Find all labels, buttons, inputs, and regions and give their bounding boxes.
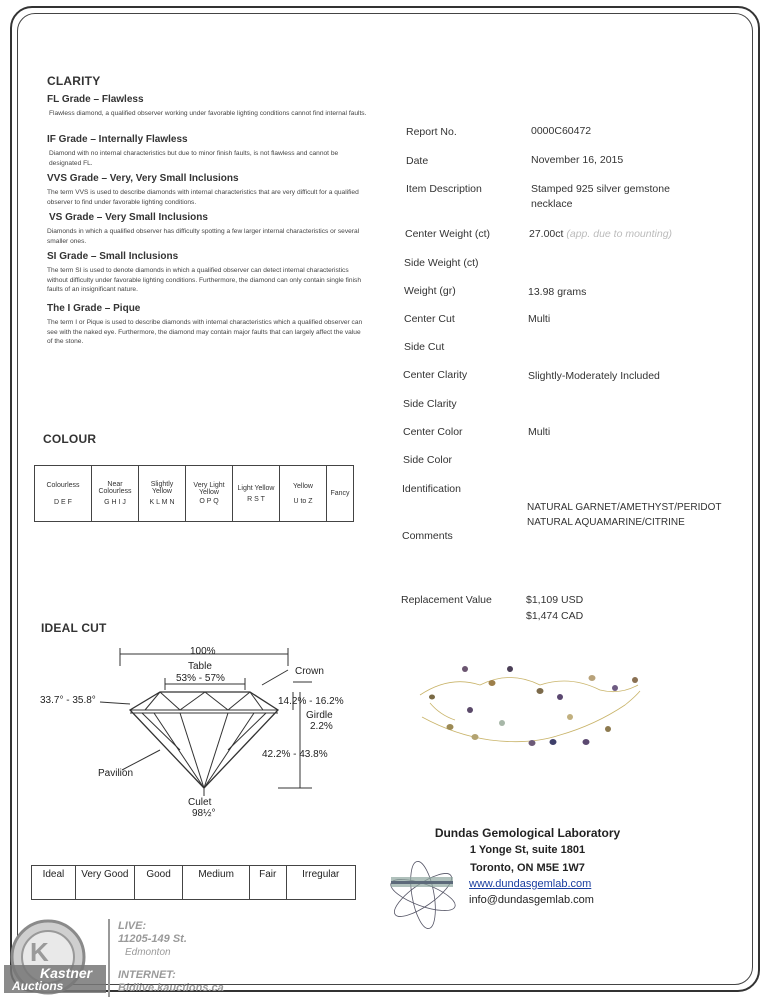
weight-value: 13.98 grams bbox=[528, 286, 587, 298]
clarity-grade-title: The I Grade – Pique bbox=[47, 303, 141, 314]
side-color-label: Side Color bbox=[403, 454, 453, 466]
internet-label: INTERNET: bbox=[118, 969, 176, 981]
center-weight-number: 27.00ct bbox=[529, 228, 564, 240]
clarity-grade-title: SI Grade – Small Inclusions bbox=[47, 251, 179, 262]
diagram-crown-angle: 33.7° - 35.8° bbox=[40, 695, 96, 706]
lab-logo-icon bbox=[383, 855, 463, 935]
colour-col-name: Fancy bbox=[330, 490, 350, 497]
colour-col-name: Near Colourless bbox=[98, 481, 132, 495]
side-clarity-label: Side Clarity bbox=[403, 398, 457, 410]
kastner-divider bbox=[108, 919, 110, 997]
lab-website-link[interactable]: www.dundasgemlab.com bbox=[469, 878, 592, 890]
date-value: November 16, 2015 bbox=[531, 154, 624, 166]
lab-name: Dundas Gemological Laboratory bbox=[434, 826, 621, 840]
colour-col-letters: D E F bbox=[54, 498, 72, 506]
cut-grade-cell: Very Good bbox=[75, 866, 134, 900]
colour-col-name: Yellow bbox=[293, 482, 313, 490]
center-clarity-value: Slightly-Moderately Included bbox=[528, 370, 660, 382]
identification-label: Identification bbox=[402, 483, 461, 495]
clarity-grade-title: VVS Grade – Very, Very Small Inclusions bbox=[47, 173, 239, 184]
side-weight-label: Side Weight (ct) bbox=[404, 257, 479, 269]
date-label: Date bbox=[406, 155, 429, 167]
colour-col-letters: G H I J bbox=[104, 499, 126, 506]
diagram-crown-height: 14.2% - 16.2% bbox=[278, 696, 344, 707]
clarity-grade-desc: Diamond with no internal characteristics but due to minor finish faults, is not flawless and cannot be designated FL. bbox=[49, 150, 339, 167]
colour-scale-table bbox=[34, 465, 354, 522]
necklace-gems bbox=[429, 666, 638, 746]
diagram-crown-label: Crown bbox=[295, 666, 324, 677]
report-no-value: 0000C60472 bbox=[531, 125, 592, 137]
item-description-value: Stamped 925 silver gemstone necklace bbox=[531, 183, 670, 210]
diagram-girdle-label: Girdle bbox=[306, 710, 333, 721]
weight-label: Weight (gr) bbox=[404, 285, 456, 297]
colour-col-name: Very Light Yellow bbox=[193, 482, 225, 496]
colour-col-letters: K L M N bbox=[149, 499, 175, 506]
kastner-logo-letter: K bbox=[30, 937, 49, 967]
necklace-photo bbox=[410, 655, 650, 770]
center-clarity-label: Center Clarity bbox=[403, 369, 468, 381]
diagram-culet-label: Culet bbox=[188, 797, 212, 808]
cut-grade-cell: Irregular bbox=[286, 866, 355, 900]
comments-label: Comments bbox=[402, 530, 453, 542]
lab-address-1: 1 Yonge St, suite 1801 bbox=[469, 844, 586, 856]
lab-address-2: Toronto, ON M5E 1W7 bbox=[470, 862, 585, 874]
live-label: LIVE: bbox=[118, 920, 147, 932]
clarity-grade-title: VS Grade – Very Small Inclusions bbox=[49, 212, 208, 223]
cut-grade-cell: Medium bbox=[183, 866, 250, 900]
kastner-logo-text-2: Auctions bbox=[12, 979, 64, 993]
cut-grade-cell: Good bbox=[134, 866, 182, 900]
replacement-cad: $1,474 CAD bbox=[526, 610, 584, 622]
clarity-grade-desc: The term I or Pique is used to describe diamonds with internal characteristics which a qualified observer can see with the naked eye. Furthermore, the diamond may contain major faults that can largely affect the value of the stone. bbox=[47, 319, 363, 345]
live-address: 11205-149 St. bbox=[118, 933, 187, 945]
replacement-value-label: Replacement Value bbox=[401, 594, 492, 606]
diagram-table-pct: 53% - 57% bbox=[176, 673, 225, 684]
center-weight-value bbox=[529, 227, 672, 242]
cut-grade-cell: Ideal bbox=[32, 866, 76, 900]
clarity-grade-title: IF Grade – Internally Flawless bbox=[47, 134, 188, 145]
clarity-grade-desc: The term SI is used to denote diamonds in which a qualified observer can detect internal characteristics without difficulty under favorable lighting conditions. Furthermore, the diamond can only contain single finish faults of an insignificant nature. bbox=[47, 267, 361, 293]
center-color-label: Center Color bbox=[403, 426, 463, 438]
identification-value-1: NATURAL GARNET/AMETHYST/PERIDOT bbox=[527, 502, 722, 513]
kastner-auctions-banner bbox=[0, 915, 240, 1000]
center-cut-label: Center Cut bbox=[404, 313, 455, 325]
center-cut-value: Multi bbox=[528, 313, 551, 325]
report-no-label: Report No. bbox=[406, 126, 457, 138]
colour-heading: COLOUR bbox=[43, 432, 97, 446]
diagram-culet-pct: 98½° bbox=[192, 808, 216, 819]
colour-col-name: Slightly Yellow bbox=[150, 481, 174, 495]
internet-url[interactable]: Bidlive.kauctions.ca bbox=[118, 982, 224, 994]
identification-value-2: NATURAL AQUAMARINE/CITRINE bbox=[527, 517, 685, 528]
clarity-grade-desc: The term VVS is used to describe diamonds with internal characteristics that are very difficult for a qualified observer to find under favorable lighting conditions. bbox=[47, 189, 359, 206]
colour-col-letters: U to Z bbox=[293, 497, 313, 505]
diagram-width-label: 100% bbox=[190, 646, 216, 657]
replacement-usd: $1,109 USD bbox=[526, 594, 584, 606]
center-weight-note: (app. due to mounting) bbox=[566, 228, 673, 240]
diagram-pavilion-depth: 42.2% - 43.8% bbox=[262, 749, 328, 760]
clarity-heading: CLARITY bbox=[47, 74, 101, 88]
colour-col-name: Colourless bbox=[46, 481, 80, 489]
cut-grade-table bbox=[31, 865, 356, 900]
item-description-label: Item Description bbox=[406, 183, 482, 195]
clarity-grade-desc: Flawless diamond, a qualified observer working under favorable lighting conditions cannot find internal faults. bbox=[49, 110, 367, 117]
kastner-logo-text-1: Kastner bbox=[40, 965, 93, 981]
colour-col-letters: R S T bbox=[247, 495, 265, 503]
cut-grade-cell: Fair bbox=[249, 866, 286, 900]
diagram-pavilion-label: Pavilion bbox=[98, 768, 134, 779]
live-city: Edmonton bbox=[125, 947, 171, 958]
diagram-girdle-pct: 2.2% bbox=[310, 721, 333, 732]
diagram-table-label: Table bbox=[188, 661, 212, 672]
ideal-cut-heading: IDEAL CUT bbox=[41, 621, 107, 635]
lab-email: info@dundasgemlab.com bbox=[469, 894, 594, 906]
colour-col-name: Light Yellow bbox=[237, 484, 275, 492]
clarity-grade-title: FL Grade – Flawless bbox=[47, 94, 144, 105]
center-weight-label: Center Weight (ct) bbox=[405, 228, 490, 240]
center-color-value: Multi bbox=[528, 426, 551, 438]
clarity-grade-desc: Diamonds in which a qualified observer has difficulty spotting a few larger internal characteristics or several smaller ones. bbox=[47, 228, 360, 245]
colour-col-letters: O P Q bbox=[199, 498, 219, 505]
side-cut-label: Side Cut bbox=[404, 341, 445, 353]
